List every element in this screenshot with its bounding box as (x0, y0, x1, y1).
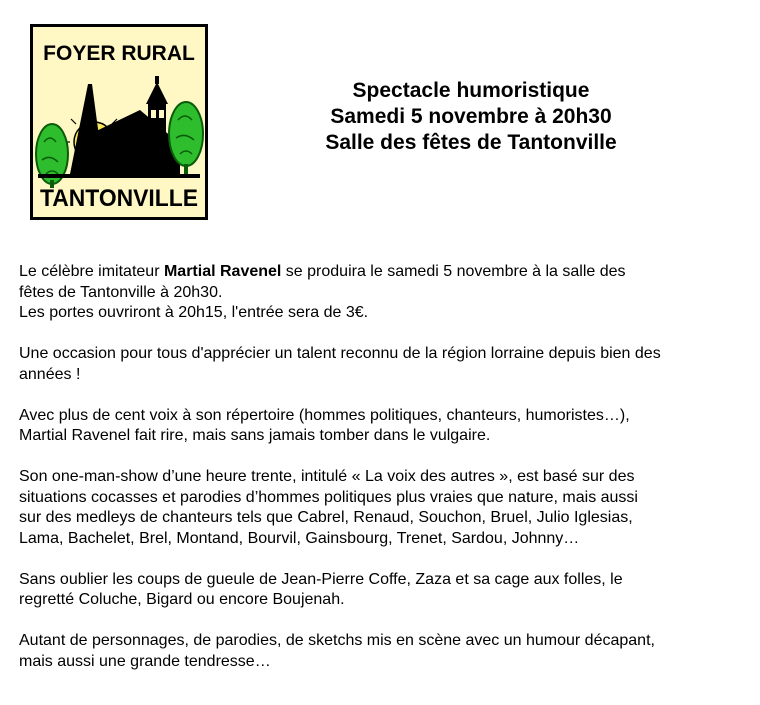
paragraph-line: Sans oublier les coups de gueule de Jean-Pierre Coffe, Zaza et sa cage aux folles, le (19, 570, 623, 588)
paragraph-line: années ! (19, 365, 81, 383)
paragraph-line: Avec plus de cent voix à son répertoire (hommes politiques, chanteurs, humoristes…), (19, 406, 630, 424)
event-date: Samedi 5 novembre à 20h30 (330, 105, 612, 128)
performer-name: Martial Ravenel (163, 263, 282, 280)
paragraph-line: Lama, Bachelet, Brel, Montand, Bourvil, Gainsbourg, Trenet, Sardou, Johnny… (19, 529, 580, 547)
foyer-rural-logo (30, 24, 208, 220)
paragraph-line (19, 262, 749, 283)
paragraph-line: Son one-man-show d’une heure trente, intitulé « La voix des autres », est basé sur des (19, 468, 635, 485)
paragraph-line: Autant de personnages, de parodies, de sketchs mis en scène avec un humour décapant, (19, 632, 655, 649)
paragraph-line: Martial Ravenel fait rire, mais sans jamais tomber dans le vulgaire. (19, 427, 491, 444)
paragraph-line: regretté Coluche, Bigard ou encore Boujenah. (19, 591, 345, 608)
event-header (228, 78, 714, 156)
logo-top-text: FOYER RURAL (43, 42, 195, 65)
paragraph-line: situations cocasses et parodies d’hommes politiques plus vraies que nature, mais aussi (19, 488, 638, 506)
text-run: se produira le samedi 5 novembre à la salle des (281, 263, 626, 280)
paragraph-show (19, 467, 749, 549)
logo-bottom-text: TANTONVILLE (40, 185, 198, 212)
paragraph-impressions (19, 570, 749, 611)
article-body (19, 262, 749, 693)
event-venue: Salle des fêtes de Tantonville (325, 131, 617, 154)
paragraph-line: Une occasion pour tous d'apprécier un talent reconnu de la région lorraine depuis bien des (19, 345, 661, 362)
paragraph-occasion (19, 344, 749, 385)
paragraph-intro (19, 262, 749, 324)
paragraph-line: sur des medleys de chanteurs tels que Cabrel, Renaud, Souchon, Bruel, Julio Iglesias, (19, 509, 633, 526)
event-title: Spectacle humoristique (352, 79, 590, 102)
paragraph-line: Les portes ouvriront à 20h15, l'entrée sera de 3€. (19, 304, 369, 321)
paragraph-closing (19, 631, 749, 672)
paragraph-line: mais aussi une grande tendresse… (19, 652, 271, 670)
text-run: Le célèbre imitateur (19, 263, 164, 280)
paragraph-voices (19, 406, 749, 447)
paragraph-line: fêtes de Tantonville à 20h30. (19, 283, 223, 301)
